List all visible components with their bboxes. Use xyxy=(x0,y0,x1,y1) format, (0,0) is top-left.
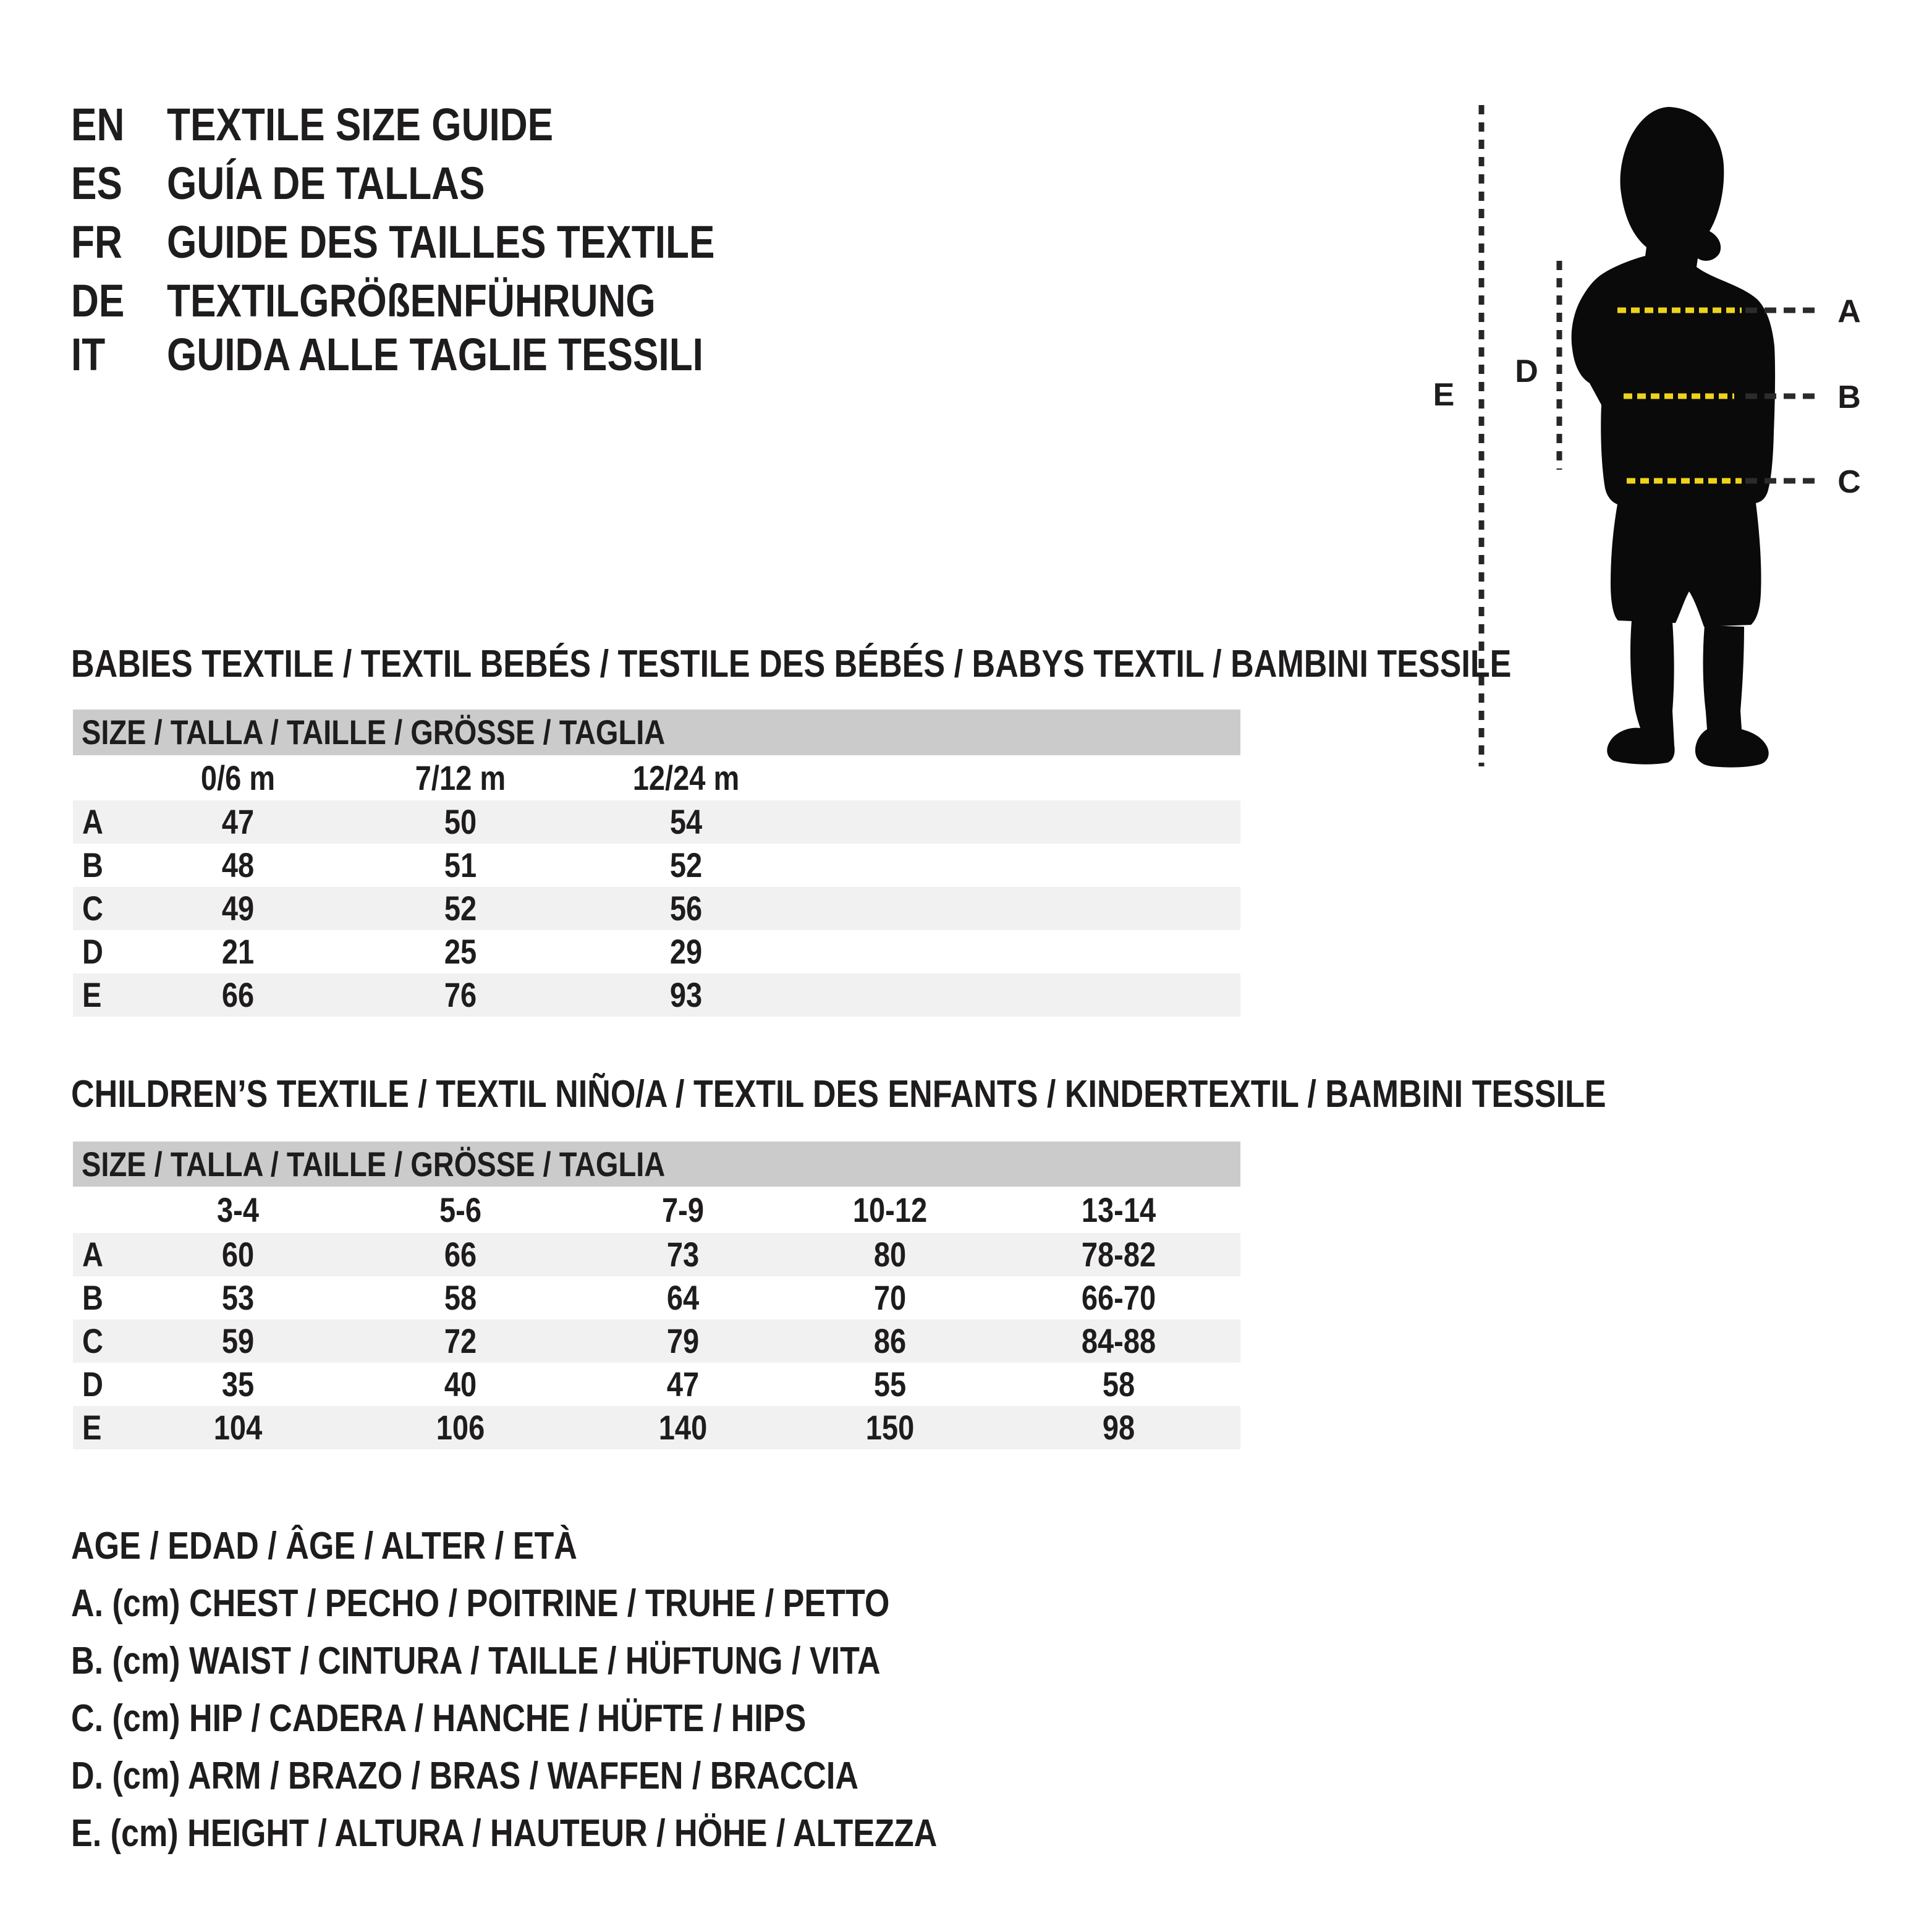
table-cell: 49 xyxy=(221,889,255,928)
table-cell: 70 xyxy=(873,1278,907,1317)
table-cell: 60 xyxy=(221,1235,255,1274)
table-cell: 104 xyxy=(213,1408,263,1447)
table-cell: 80 xyxy=(873,1235,907,1274)
children-column-header: 10-12 xyxy=(852,1190,928,1229)
row-label: E xyxy=(82,975,102,1014)
table-cell: 53 xyxy=(221,1278,255,1317)
language-title: GUÍA DE TALLAS xyxy=(167,158,485,209)
children-table-header xyxy=(73,1142,1240,1187)
table-row xyxy=(73,887,1240,930)
babies-section-title xyxy=(71,643,1863,686)
language-title: TEXTILGRÖßENFÜHRUNG xyxy=(167,275,656,326)
language-row-en xyxy=(0,95,1360,154)
table-row xyxy=(73,1363,1240,1406)
children-column-header: 5-6 xyxy=(439,1190,481,1229)
language-title: GUIDE DES TAILLES TEXTILE xyxy=(167,216,715,268)
language-row-es xyxy=(0,154,1360,213)
table-cell: 66 xyxy=(444,1235,477,1274)
row-label: C xyxy=(82,889,103,928)
babies-table-header xyxy=(73,710,1240,755)
row-label: E xyxy=(82,1408,102,1447)
chest-label: A xyxy=(1837,294,1861,329)
table-row xyxy=(73,973,1240,1017)
legend-text: E. (cm) HEIGHT / ALTURA / HAUTEUR / HÖHE / ALTEZZA xyxy=(71,1812,938,1855)
children-table-header-text: SIZE / TALLA / TAILLE / GRÖSSE / TAGLIA xyxy=(82,1145,666,1184)
language-code: ES xyxy=(71,158,122,209)
babies-column-header: 7/12 m xyxy=(415,758,506,797)
table-cell: 47 xyxy=(221,802,255,841)
table-cell: 35 xyxy=(221,1365,255,1404)
babies-column-header: 0/6 m xyxy=(200,758,276,797)
row-label: C xyxy=(82,1321,103,1360)
table-cell: 72 xyxy=(444,1321,477,1360)
language-row-it xyxy=(0,325,1360,384)
table-cell: 52 xyxy=(444,889,477,928)
table-cell: 55 xyxy=(873,1365,907,1404)
babies-column-header: 12/24 m xyxy=(632,758,740,797)
hip-label: C xyxy=(1837,464,1861,500)
legend-text: C. (cm) HIP / CADERA / HANCHE / HÜFTE / HIPS xyxy=(71,1697,807,1740)
legend-line-hip xyxy=(71,1690,1554,1747)
table-cell: 106 xyxy=(436,1408,485,1447)
table-cell: 29 xyxy=(669,932,703,971)
table-cell: 51 xyxy=(444,845,477,884)
table-cell: 25 xyxy=(444,932,477,971)
table-cell: 48 xyxy=(221,845,255,884)
table-cell: 79 xyxy=(666,1321,700,1360)
silhouette-body xyxy=(1572,107,1775,627)
language-row-de xyxy=(0,271,1360,330)
row-label: D xyxy=(82,1365,103,1404)
language-row-fr xyxy=(0,213,1360,271)
table-cell: 21 xyxy=(221,932,255,971)
legend-line-arm xyxy=(71,1747,1554,1805)
waist-label: B xyxy=(1837,379,1861,415)
legend-line-age xyxy=(71,1517,1554,1575)
table-cell: 47 xyxy=(666,1365,700,1404)
table-row xyxy=(73,1276,1240,1320)
table-cell: 58 xyxy=(444,1278,477,1317)
table-cell: 93 xyxy=(669,975,703,1014)
table-cell: 50 xyxy=(444,802,477,841)
legend-line-chest xyxy=(71,1575,1554,1632)
babies-table-header-text: SIZE / TALLA / TAILLE / GRÖSSE / TAGLIA xyxy=(82,713,666,752)
table-cell: 40 xyxy=(444,1365,477,1404)
table-row xyxy=(73,844,1240,887)
table-cell: 76 xyxy=(444,975,477,1014)
table-row xyxy=(73,930,1240,973)
children-table-column-headers xyxy=(73,1187,1240,1233)
children-column-header: 7-9 xyxy=(662,1190,704,1229)
babies-table-column-headers xyxy=(73,755,1240,800)
row-label: A xyxy=(82,802,103,841)
legend-text: AGE / EDAD / ÂGE / ALTER / ETÀ xyxy=(71,1525,577,1567)
children-column-header: 3-4 xyxy=(217,1190,259,1229)
table-cell: 66 xyxy=(221,975,255,1014)
language-code: EN xyxy=(71,99,125,150)
children-section-title xyxy=(71,1073,1863,1116)
row-label: B xyxy=(82,1278,103,1317)
legend-line-height xyxy=(71,1805,1554,1862)
table-cell: 56 xyxy=(669,889,703,928)
language-code: DE xyxy=(71,275,125,326)
table-row xyxy=(73,1406,1240,1449)
table-row xyxy=(73,1233,1240,1276)
table-cell: 86 xyxy=(873,1321,907,1360)
table-cell: 78-82 xyxy=(1081,1235,1156,1274)
children-column-header: 13-14 xyxy=(1081,1190,1156,1229)
height-label: E xyxy=(1433,377,1455,413)
table-cell: 54 xyxy=(669,802,703,841)
table-cell: 64 xyxy=(666,1278,700,1317)
legend-text: B. (cm) WAIST / CINTURA / TAILLE / HÜFTUNG / VITA xyxy=(71,1640,881,1682)
table-cell: 58 xyxy=(1102,1365,1135,1404)
table-row xyxy=(73,1320,1240,1363)
table-cell: 52 xyxy=(669,845,703,884)
legend-line-waist xyxy=(71,1632,1554,1690)
silhouette-left-leg xyxy=(1607,621,1674,765)
table-cell: 150 xyxy=(865,1408,915,1447)
language-code: FR xyxy=(71,216,122,268)
table-cell: 66-70 xyxy=(1081,1278,1156,1317)
table-cell: 98 xyxy=(1102,1408,1135,1447)
arm-label: D xyxy=(1515,354,1538,389)
language-title: GUIDA ALLE TAGLIE TESSILI xyxy=(167,329,703,380)
row-label: B xyxy=(82,845,103,884)
children-section-title-text: CHILDREN’S TEXTILE / TEXTIL NIÑO/A / TEXTIL DES ENFANTS / KINDERTEXTIL / BAMBINI TESSILE xyxy=(71,1073,1606,1116)
table-cell: 140 xyxy=(658,1408,708,1447)
legend-text: D. (cm) ARM / BRAZO / BRAS / WAFFEN / BRACCIA xyxy=(71,1755,859,1797)
language-title: TEXTILE SIZE GUIDE xyxy=(167,99,554,150)
table-cell: 59 xyxy=(221,1321,255,1360)
babies-section-title-text: BABIES TEXTILE / TEXTIL BEBÉS / TESTILE DES BÉBÉS / BABYS TEXTIL / BAMBINI TESSILE xyxy=(71,643,1512,685)
language-code: IT xyxy=(71,329,106,380)
table-cell: 84-88 xyxy=(1081,1321,1156,1360)
table-cell: 73 xyxy=(666,1235,700,1274)
table-row xyxy=(73,800,1240,844)
row-label: D xyxy=(82,932,103,971)
legend-text: A. (cm) CHEST / PECHO / POITRINE / TRUHE / PETTO xyxy=(71,1582,890,1625)
row-label: A xyxy=(82,1235,103,1274)
